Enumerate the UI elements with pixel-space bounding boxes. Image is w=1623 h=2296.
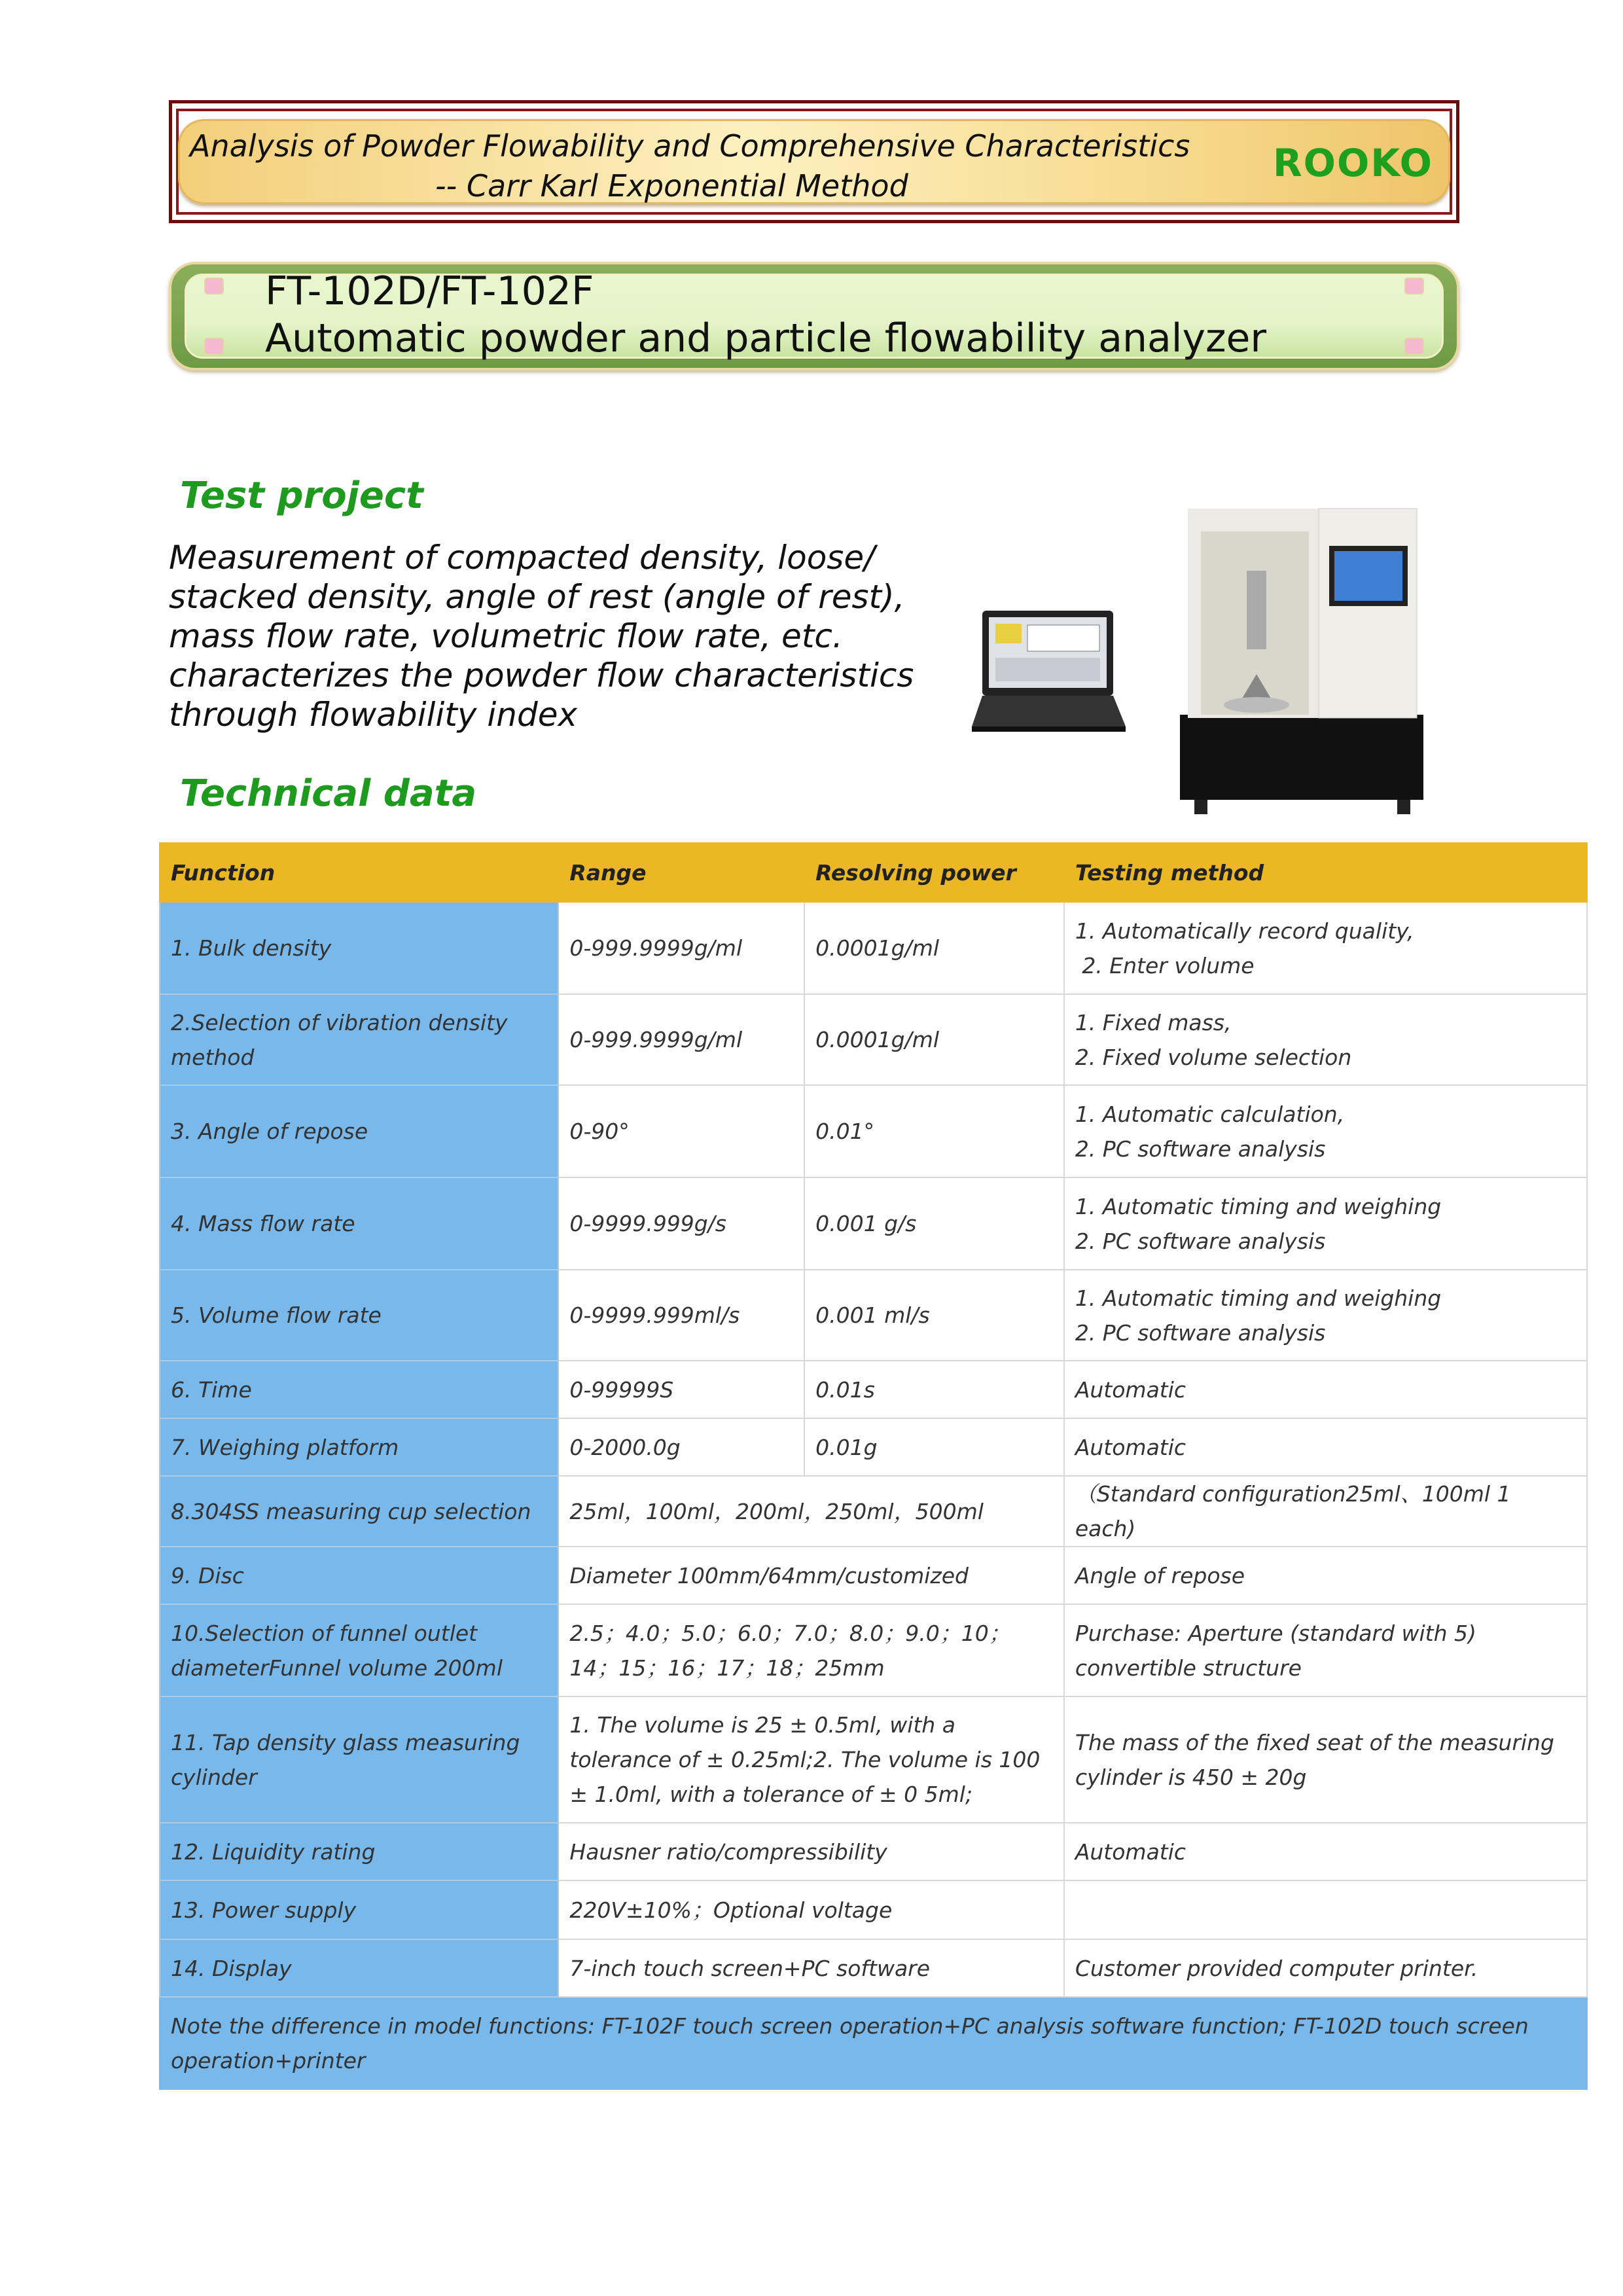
range-cell: 0-9999.999ml/s (558, 1270, 804, 1361)
method-line: The mass of the fixed seat of the measuring cylinder is 450 ± 20g (1075, 1729, 1561, 1790)
laptop-image (959, 605, 1139, 736)
desc-line: through flowability index (169, 696, 578, 734)
model-difference-note: Note the difference in model functions: FT-102F touch screen operation+PC analysis software function; FT-102D touch screen operation+printer (160, 1997, 1587, 2089)
method-cell (1064, 1604, 1587, 1696)
range-cell: 7-inch touch screen+PC software (558, 1939, 1063, 1997)
table-row (160, 1177, 1587, 1270)
method-line: Automatic (1075, 1434, 1186, 1460)
note-row (160, 1997, 1587, 2089)
analyzer-machine-image (1175, 505, 1430, 819)
function-cell: 1. Bulk density (160, 902, 558, 994)
table-row (160, 1476, 1587, 1547)
desc-line: stacked density, angle of rest (angle of rest), (169, 578, 905, 616)
range-cell: 25ml，100ml，200ml，250ml，500ml (558, 1476, 1063, 1547)
desc-line: characterizes the powder flow characteristics (169, 656, 914, 694)
table-row (160, 1696, 1587, 1823)
method-line: 1. Automatically record quality, (1075, 918, 1414, 944)
function-cell: 14. Display (160, 1939, 558, 1997)
table-row (160, 1823, 1587, 1880)
function-cell: 12. Liquidity rating (160, 1823, 558, 1880)
function-cell: 13. Power supply (160, 1880, 558, 1939)
method-cell (1064, 1418, 1587, 1476)
method-line: （Standard configuration25ml、100ml 1 each) (1075, 1481, 1518, 1541)
table-header-row (160, 843, 1587, 902)
method-cell (1064, 1823, 1587, 1880)
table-row (160, 1361, 1587, 1418)
table-row (160, 994, 1587, 1085)
method-cell (1064, 1270, 1587, 1361)
table-row (160, 1547, 1587, 1604)
method-line: Automatic (1075, 1839, 1186, 1865)
function-cell: 10.Selection of funnel outlet diameterFunnel volume 200ml (160, 1604, 558, 1696)
method-line: 2. Fixed volume selection (1075, 1044, 1352, 1070)
method-line: Customer provided computer printer. (1075, 1955, 1478, 1981)
table-row (160, 1270, 1587, 1361)
range-cell: 0-999.9999g/ml (558, 994, 804, 1085)
function-cell: 5. Volume flow rate (160, 1270, 558, 1361)
model-code: FT-102D/FT-102F (265, 268, 594, 314)
technical-data-heading: Technical data (180, 772, 477, 815)
range-cell: 0-9999.999g/s (558, 1177, 804, 1270)
method-cell (1064, 1177, 1587, 1270)
method-line: 2. PC software analysis (1075, 1319, 1326, 1346)
range-cell: 0-999.9999g/ml (558, 902, 804, 994)
header-title: Analysis of Powder Flowability and Comprehensive Characteristics (190, 128, 1190, 164)
method-cell (1064, 1361, 1587, 1418)
brand-logo: ROOKO (1273, 141, 1433, 185)
table-row (160, 1939, 1587, 1997)
table-row (160, 1880, 1587, 1939)
method-line: 1. Automatic timing and weighing (1075, 1285, 1442, 1311)
function-cell: 6. Time (160, 1361, 558, 1418)
range-cell: Diameter 100mm/64mm/customized (558, 1547, 1063, 1604)
function-cell: 8.304SS measuring cup selection (160, 1476, 558, 1547)
header-subtitle: -- Carr Karl Exponential Method (435, 168, 908, 204)
test-project-description (169, 538, 921, 734)
method-line: 1. Automatic timing and weighing (1075, 1193, 1442, 1219)
function-cell: 4. Mass flow rate (160, 1177, 558, 1270)
column-header: Testing method (1064, 843, 1587, 902)
function-cell: 2.Selection of vibration density method (160, 994, 558, 1085)
function-cell: 9. Disc (160, 1547, 558, 1604)
range-cell: 0-2000.0g (558, 1418, 804, 1476)
function-cell: 7. Weighing platform (160, 1418, 558, 1476)
method-line: 1. Fixed mass, (1075, 1009, 1232, 1035)
function-cell: 3. Angle of repose (160, 1085, 558, 1177)
column-header: Function (160, 843, 558, 902)
resolution-cell: 0.0001g/ml (804, 902, 1064, 994)
method-cell (1064, 1939, 1587, 1997)
range-cell: 0-90° (558, 1085, 804, 1177)
column-header: Resolving power (804, 843, 1064, 902)
method-cell (1064, 1476, 1587, 1547)
method-cell (1064, 1085, 1587, 1177)
function-cell: 11. Tap density glass measuring cylinder (160, 1696, 558, 1823)
method-line: Angle of repose (1075, 1562, 1245, 1588)
range-cell: 1. The volume is 25 ± 0.5ml, with a tolerance of ± 0.25ml;2. The volume is 100 ± 1.0ml, with a tolerance of ± 0 5ml; (558, 1696, 1063, 1823)
range-cell: 2.5；4.0；5.0；6.0；7.0；8.0；9.0；10；14；15；16；17；18；25mm (558, 1604, 1063, 1696)
table-row (160, 1418, 1587, 1476)
resolution-cell: 0.01s (804, 1361, 1064, 1418)
method-line: 2. PC software analysis (1075, 1136, 1326, 1162)
resolution-cell: 0.001 g/s (804, 1177, 1064, 1270)
desc-line: mass flow rate, volumetric flow rate, etc. (169, 617, 843, 655)
range-cell: Hausner ratio/compressibility (558, 1823, 1063, 1880)
desc-line: Measurement of compacted density, loose/ (169, 539, 875, 577)
resolution-cell: 0.0001g/ml (804, 994, 1064, 1085)
method-cell (1064, 1547, 1587, 1604)
column-header: Range (558, 843, 804, 902)
technical-data-table (159, 842, 1588, 2090)
method-line: Purchase: Aperture (standard with 5) convertible structure (1075, 1620, 1484, 1681)
resolution-cell: 0.01g (804, 1418, 1064, 1476)
table-row (160, 1085, 1587, 1177)
table-row (160, 1604, 1587, 1696)
range-cell: 0-99999S (558, 1361, 804, 1418)
method-line: 2. PC software analysis (1075, 1228, 1326, 1254)
resolution-cell: 0.001 ml/s (804, 1270, 1064, 1361)
test-project-heading: Test project (180, 475, 423, 517)
method-line: Automatic (1075, 1376, 1186, 1403)
method-cell (1064, 994, 1587, 1085)
method-line: 2. Enter volume (1075, 952, 1255, 978)
method-line: 1. Automatic calculation, (1075, 1101, 1345, 1127)
method-cell (1064, 1696, 1587, 1823)
range-cell: 220V±10%；Optional voltage (558, 1880, 1063, 1939)
table-row (160, 902, 1587, 994)
resolution-cell: 0.01° (804, 1085, 1064, 1177)
model-name: Automatic powder and particle flowability analyzer (265, 315, 1267, 361)
method-cell (1064, 1880, 1587, 1939)
method-cell (1064, 902, 1587, 994)
